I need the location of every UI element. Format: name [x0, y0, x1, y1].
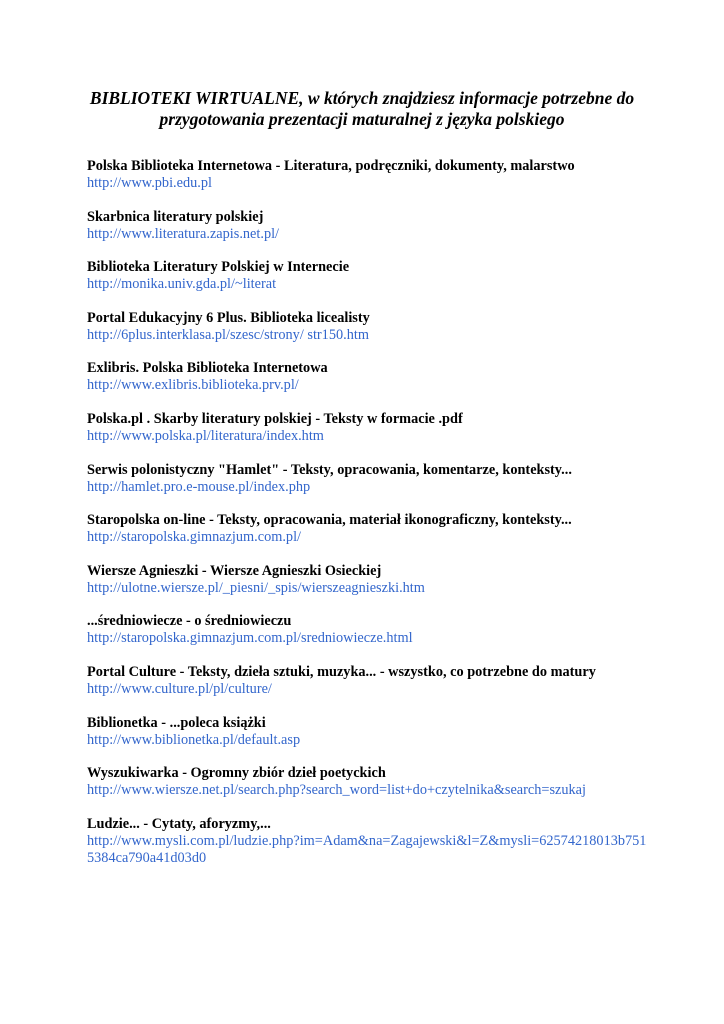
library-entry — [87, 209, 687, 260]
library-entry — [87, 715, 687, 766]
library-link[interactable]: http://ulotne.wiersze.pl/_piesni/_spis/wierszeagnieszki.htm — [87, 579, 425, 596]
library-entry — [87, 512, 687, 563]
library-name: Exlibris. Polska Biblioteka Internetowa — [87, 360, 328, 377]
library-name: Wyszukiwarka - Ogromny zbiór dzieł poetyckich — [87, 765, 386, 782]
library-entry — [87, 158, 687, 209]
library-link[interactable]: http://staropolska.gimnazjum.com.pl/ — [87, 529, 302, 546]
library-name: Wiersze Agnieszki - Wiersze Agnieszki Osieckiej — [87, 562, 382, 579]
library-link[interactable]: http://6plus.interklasa.pl/szesc/strony/ str150.htm — [87, 326, 369, 343]
library-link[interactable]: http://www.culture.pl/pl/culture/ — [87, 680, 272, 697]
library-link[interactable]: http://www.literatura.zapis.net.pl/ — [87, 225, 280, 242]
library-name: Ludzie... - Cytaty, aforyzmy,... — [87, 815, 271, 832]
library-link[interactable]: http://www.pbi.edu.pl — [87, 175, 212, 191]
library-name: Polska Biblioteka Internetowa - Literatura, podręczniki, dokumenty, malarstwo — [87, 158, 575, 174]
library-entry — [87, 816, 687, 867]
library-name: Staropolska on-line - Teksty, opracowania, materiał ikonograficzny, konteksty... — [87, 512, 572, 529]
library-entry — [87, 411, 687, 462]
library-name: Biblioteka Literatury Polskiej w Internecie — [87, 259, 350, 276]
library-list — [87, 158, 687, 866]
library-link[interactable]: http://hamlet.pro.e-mouse.pl/index.php — [87, 478, 311, 495]
library-link[interactable]: http://www.mysli.com.pl/ludzie.php?im=Adam&na=Zagajewski&l=Z&mysli=62574218013b7515384ca790a41d03d0 — [87, 832, 647, 866]
library-name: Skarbnica literatury polskiej — [87, 208, 264, 225]
library-entry — [87, 259, 687, 310]
library-entry — [87, 765, 687, 816]
library-name: Portal Edukacyjny 6 Plus. Biblioteka licealisty — [87, 309, 370, 326]
library-name: Polska.pl . Skarby literatury polskiej - Teksty w formacie .pdf — [87, 410, 463, 427]
library-name: Portal Culture - Teksty, dzieła sztuki, muzyka... - wszystko, co potrzebne do matury — [87, 663, 596, 680]
library-name: Biblionetka - ...poleca książki — [87, 714, 266, 731]
document-title: BIBLIOTEKI WIRTUALNE, w których znajdziesz informacje potrzebne do przygotowania prezentacji maturalnej z języka polskiego — [89, 88, 635, 129]
library-link[interactable]: http://www.biblionetka.pl/default.asp — [87, 731, 301, 748]
library-name: ...średniowiecze - o średniowieczu — [87, 613, 292, 630]
library-link[interactable]: http://www.wiersze.net.pl/search.php?search_word=list+do+czytelnika&search=szukaj — [87, 782, 586, 799]
library-link[interactable]: http://www.polska.pl/literatura/index.htm — [87, 427, 324, 444]
library-entry — [87, 613, 687, 664]
library-link[interactable]: http://www.exlibris.biblioteka.prv.pl/ — [87, 377, 299, 394]
library-entry — [87, 563, 687, 614]
library-entry — [87, 664, 687, 715]
library-link[interactable]: http://staropolska.gimnazjum.com.pl/sredniowiecze.html — [87, 630, 413, 647]
library-entry — [87, 462, 687, 513]
library-entry — [87, 310, 687, 361]
library-entry — [87, 360, 687, 411]
library-name: Serwis polonistyczny "Hamlet" - Teksty, opracowania, komentarze, konteksty... — [87, 461, 572, 478]
library-link[interactable]: http://monika.univ.gda.pl/~literat — [87, 276, 277, 293]
